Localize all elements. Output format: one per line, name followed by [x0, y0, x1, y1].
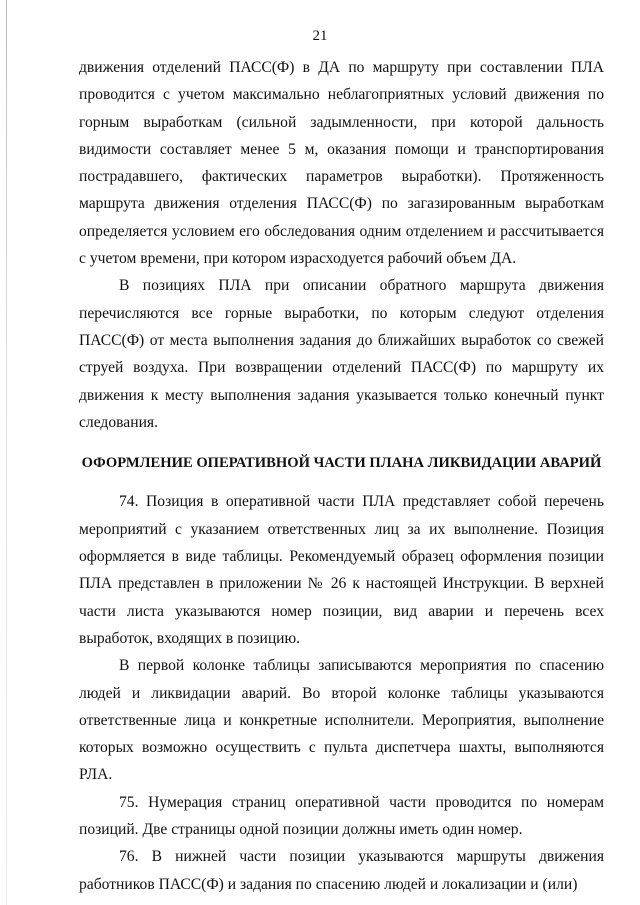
- document-body: [79, 54, 604, 898]
- paragraph-75: 75. Нумерация страниц оперативной части проводится по номерам позиций. Две страницы одной позиции должны иметь один номер.: [79, 793, 604, 839]
- page-number: 21: [312, 28, 328, 44]
- paragraph-74: 74. Позиция в оперативной части ПЛА представляет собой перечень мероприятий с указанием ответственных лиц за их выполнение. Позиция оформляется в виде таблицы. Рекомендуемый образец оформления позиции ПЛА представлен в приложении № 26 к настоящей Инструкции. В верхней части листа указываются номер позиции, вид аварии и перечень всех выработок, входящих в позицию.: [79, 493, 604, 647]
- paragraph-76: 76. В нижней части позиции указываются маршруты движения работников ПАСС(Ф) и задания по спасению людей и локализации и (или): [79, 848, 604, 893]
- paragraph-return-route: В позициях ПЛА при описании обратного маршрута движения перечисляются все горные выработки, по которым следуют отделения ПАСС(Ф) от места выполнения задания до ближайших выработок со свежей струей воздуха. При возвращении отделений ПАСС(Ф) по маршруту их движения к месту выполнения задания указывается только конечный пункт следования.: [79, 277, 604, 431]
- section-heading: ОФОРМЛЕНИЕ ОПЕРАТИВНОЙ ЧАСТИ ПЛАНА ЛИКВИДАЦИИ АВАРИЙ: [81, 455, 602, 472]
- paragraph-table-columns: В первой колонке таблицы записываются мероприятия по спасению людей и ликвидации аварий. Во второй колонке таблицы указываются ответственные лица и конкретные исполнители. Мероприятия, выполнение которых возможно осуществить с пульта диспетчера шахты, выполняются РЛА.: [79, 657, 604, 784]
- scan-edge-line: [6, 0, 7, 905]
- paragraph-continuation: движения отделений ПАСС(Ф) в ДА по маршруту при составлении ПЛА проводится с учетом максимально неблагоприятных условий движения по горным выработкам (сильной задымленности, при которой дальность видимости составляет менее 5 м, оказания помощи и транспортирования пострадавшего, фактических параметров выработки). Протяженность маршрута движения отделения ПАСС(Ф) по загазированным выработкам определяется условием его обследования одним отделением и рассчитывается с учетом времени, при котором израсходуется рабочий объем ДА.: [79, 59, 604, 268]
